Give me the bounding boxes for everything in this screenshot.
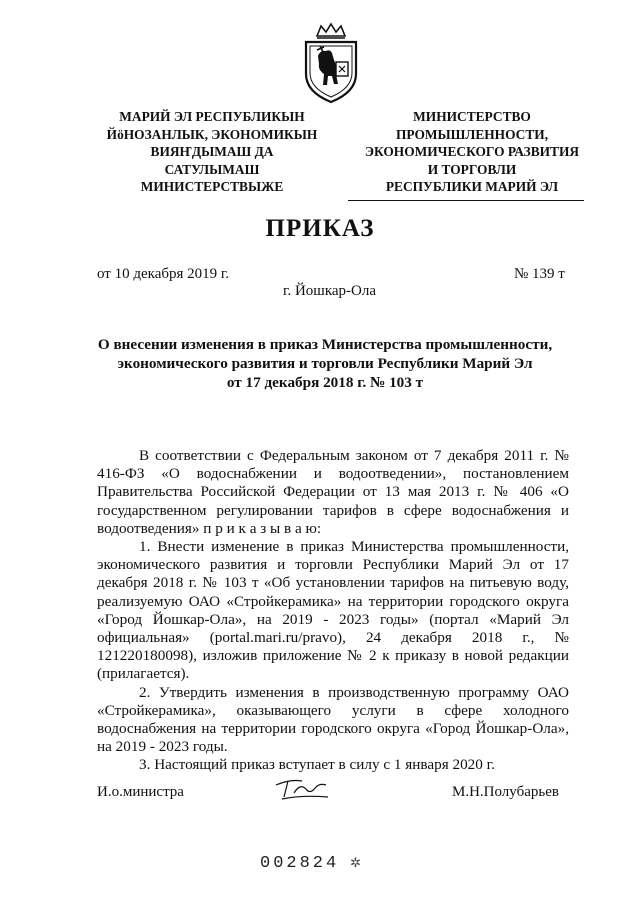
header-divider-line — [348, 200, 584, 201]
subject-line: экономического развития и торговли Республики Марий Эл — [117, 355, 533, 372]
header-left-line: МАРИЙ ЭЛ РЕСПУБЛИКЫН — [119, 109, 305, 124]
coat-of-arms-emblem — [300, 22, 362, 104]
header-right-line: РЕСПУБЛИКИ МАРИЙ ЭЛ — [385, 179, 559, 194]
serial-number: 002824 — [260, 854, 340, 873]
document-title: ПРИКАЗ — [265, 215, 375, 242]
header-right-line: ЭКОНОМИЧЕСКОГО РАЗВИТИЯ — [364, 144, 580, 159]
document-date: от 10 декабря 2019 г. — [97, 266, 230, 282]
header-right-line: И ТОРГОВЛИ — [427, 161, 517, 177]
header-right-line: ПРОМЫШЛЕННОСТИ, — [395, 126, 549, 142]
header-left-line: ЙӧНОЗАНЛЫК, ЭКОНОМИКЫН — [106, 126, 318, 142]
header-right-line: МИНИСТЕРСТВО — [413, 109, 531, 124]
signer-title: И.о.министра — [97, 784, 184, 800]
ornament-icon: ✲ — [350, 855, 361, 870]
body-paragraph-item-1: 1. Внести изменение в приказ Министерства промышленности, экономического развития и торговли Республики Марий Эл от 17 декабря 2018 г. № 103 т «Об установлении тарифов на питьевую воду, реализуемую ОАО «Стройкерамика» на территории городского округа «Город Йошкар-Ола», на 2019 - 2023 годы» (портал «Марий Эл официальная» (portal.mari.ru/pravo), 24 декабря 2018 г., № 121220180098), изложив приложение № 2 к приказу в новой редакции (прилагается). — [97, 538, 569, 683]
body-paragraph-preamble: В соответствии с Федеральным законом от 7 декабря 2011 г. № 416-ФЗ «О водоснабжении и водоотведении», постановлением Правительства Российской Федерации от 13 мая 2013 г. № 406 «О государственном регулировании тарифов в сфере водоснабжения и водоотведения» п р и к а з ы в а ю: — [97, 447, 569, 537]
header-mari-ministry — [92, 108, 332, 196]
body-paragraph-item-2: 2. Утвердить изменения в производственную программу ОАО «Стройкерамика», оказывающего услуги в сфере холодного водоснабжения на территории городского округа «Город Йошкар-Ола», на 2019 - 2023 годы. — [97, 683, 569, 756]
document-city: г. Йошкар-Ола — [283, 283, 377, 299]
signer-name: М.Н.Полубарьев — [452, 784, 559, 800]
document-number: № 139 т — [514, 266, 565, 282]
header-russian-ministry — [350, 108, 594, 196]
document-body — [97, 447, 569, 775]
body-paragraph-item-3: 3. Настоящий приказ вступает в силу с 1 января 2020 г. — [139, 756, 495, 774]
header-left-line: МИНИСТЕРСТВЫЖЕ — [140, 179, 284, 194]
handwritten-signature — [272, 775, 332, 803]
document-subject — [90, 335, 560, 392]
header-left-line: САТУЛЫМАШ — [164, 161, 260, 177]
header-left-line: ВИЯҤДЫМАШ ДА — [150, 144, 274, 159]
subject-line: от 17 декабря 2018 г. № 103 т — [226, 374, 424, 391]
subject-line: О внесении изменения в приказ Министерства промышленности, — [97, 336, 553, 353]
